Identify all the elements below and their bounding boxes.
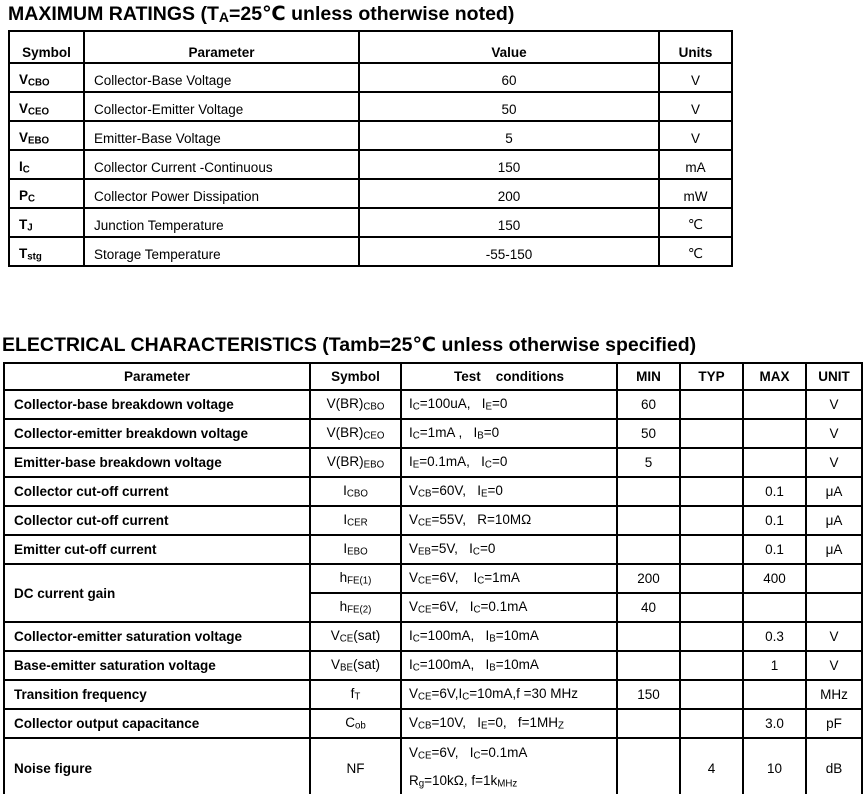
unit-cell: V bbox=[806, 448, 862, 477]
subscript-text: C bbox=[477, 575, 485, 587]
parameter-cell: Collector-emitter breakdown voltage bbox=[4, 419, 310, 448]
test-conditions-cell: VCE=6V,IC=10mA,f =30 MHz bbox=[401, 680, 617, 709]
units-cell: mW bbox=[659, 179, 732, 208]
electrical-column-header: MIN bbox=[617, 363, 680, 390]
symbol-cell: VEBO bbox=[9, 121, 84, 150]
unit-cell bbox=[806, 564, 862, 593]
typ-cell bbox=[680, 593, 743, 622]
unit-cell: V bbox=[806, 622, 862, 651]
test-conditions-cell: VCB=60V, IE=0 bbox=[401, 477, 617, 506]
parameter-cell: Emitter cut-off current bbox=[4, 535, 310, 564]
subscript-text: CB bbox=[418, 488, 432, 500]
electrical-row bbox=[4, 622, 862, 651]
value-cell: 200 bbox=[359, 179, 659, 208]
subscript-text: E bbox=[480, 488, 488, 500]
max-ratings-row bbox=[9, 92, 732, 121]
max-ratings-header-row bbox=[9, 31, 732, 63]
parameter-cell: Collector cut-off current bbox=[4, 477, 310, 506]
parameter-cell: Collector cut-off current bbox=[4, 506, 310, 535]
max-cell bbox=[743, 419, 806, 448]
typ-cell bbox=[680, 477, 743, 506]
unit-cell: V bbox=[806, 390, 862, 419]
min-cell bbox=[617, 506, 680, 535]
subscript-text: stg bbox=[27, 251, 42, 262]
units-cell: ℃ bbox=[659, 208, 732, 237]
subscript-text: CE bbox=[418, 750, 432, 762]
test-conditions-cell: IC=100mA, IB=10mA bbox=[401, 651, 617, 680]
electrical-column-header: UNIT bbox=[806, 363, 862, 390]
subscript-text: C bbox=[412, 430, 420, 442]
symbol-cell: VCE(sat) bbox=[310, 622, 401, 651]
units-cell: ℃ bbox=[659, 237, 732, 266]
parameter-cell: Noise figure bbox=[4, 738, 310, 794]
subscript-text: FE(2) bbox=[347, 604, 372, 616]
test-conditions-cell: VCE=6V, IC=1mA bbox=[401, 564, 617, 593]
unit-cell: μA bbox=[806, 506, 862, 535]
max-ratings-row bbox=[9, 121, 732, 150]
electrical-characteristics-title: ELECTRICAL CHARACTERISTICS (Tamb=25℃ unless otherwise specified) bbox=[2, 334, 697, 356]
symbol-cell: hFE(1) bbox=[310, 564, 401, 593]
subscript-text: ob bbox=[354, 720, 366, 732]
parameter-cell: Collector Current -Continuous bbox=[84, 150, 359, 179]
subscript-text: EBO bbox=[28, 135, 50, 146]
max-ratings-row bbox=[9, 208, 732, 237]
subscript-text: C bbox=[472, 546, 480, 558]
symbol-cell: ICER bbox=[310, 506, 401, 535]
electrical-column-header: TYP bbox=[680, 363, 743, 390]
value-cell: 50 bbox=[359, 92, 659, 121]
subscript-text: C bbox=[412, 401, 420, 413]
typ-cell bbox=[680, 651, 743, 680]
symbol-cell: Cob bbox=[310, 709, 401, 738]
electrical-column-header: Symbol bbox=[310, 363, 401, 390]
max-ratings-column-header: Units bbox=[659, 31, 732, 63]
subscript-text: CBO bbox=[28, 77, 50, 88]
max-cell bbox=[743, 593, 806, 622]
min-cell: 60 bbox=[617, 390, 680, 419]
subscript-text: EBO bbox=[347, 546, 368, 558]
subscript-text: E bbox=[480, 720, 488, 732]
max-ratings-column-header: Value bbox=[359, 31, 659, 63]
symbol-cell: VBE(sat) bbox=[310, 651, 401, 680]
units-cell: V bbox=[659, 121, 732, 150]
parameter-cell: DC current gain bbox=[4, 564, 310, 622]
typ-cell bbox=[680, 680, 743, 709]
parameter-cell: Junction Temperature bbox=[84, 208, 359, 237]
test-conditions-cell: IE=0.1mA, IC=0 bbox=[401, 448, 617, 477]
test-conditions-cell: IC=100mA, IB=10mA bbox=[401, 622, 617, 651]
typ-cell bbox=[680, 419, 743, 448]
electrical-row bbox=[4, 506, 862, 535]
test-conditions-cell: IC=1mA , IB=0 bbox=[401, 419, 617, 448]
unit-cell: V bbox=[806, 419, 862, 448]
max-ratings-column-header: Parameter bbox=[84, 31, 359, 63]
units-cell: V bbox=[659, 63, 732, 92]
subscript-text: BE bbox=[340, 662, 353, 674]
subscript-text: CEO bbox=[28, 106, 50, 117]
electrical-row bbox=[4, 564, 862, 593]
symbol-cell: V(BR)CEO bbox=[310, 419, 401, 448]
parameter-cell: Emitter-base breakdown voltage bbox=[4, 448, 310, 477]
typ-cell bbox=[680, 506, 743, 535]
min-cell bbox=[617, 738, 680, 794]
max-cell bbox=[743, 390, 806, 419]
subscript-text: C bbox=[412, 633, 420, 645]
typ-cell bbox=[680, 564, 743, 593]
subscript-text: g bbox=[418, 778, 425, 790]
typ-cell bbox=[680, 448, 743, 477]
parameter-cell: Collector-emitter saturation voltage bbox=[4, 622, 310, 651]
value-cell: 150 bbox=[359, 208, 659, 237]
unit-cell: μA bbox=[806, 535, 862, 564]
max-cell: 400 bbox=[743, 564, 806, 593]
max-cell: 10 bbox=[743, 738, 806, 794]
parameter-cell: Collector-Base Voltage bbox=[84, 63, 359, 92]
max-cell: 0.3 bbox=[743, 622, 806, 651]
symbol-cell: IEBO bbox=[310, 535, 401, 564]
symbol-cell: V(BR)CBO bbox=[310, 390, 401, 419]
parameter-cell: Collector Power Dissipation bbox=[84, 179, 359, 208]
parameter-cell: Storage Temperature bbox=[84, 237, 359, 266]
unit-cell: MHz bbox=[806, 680, 862, 709]
typ-cell: 4 bbox=[680, 738, 743, 794]
subscript-text: Z bbox=[557, 720, 564, 732]
max-cell bbox=[743, 448, 806, 477]
subscript-text: CE bbox=[418, 691, 432, 703]
max-ratings-row bbox=[9, 237, 732, 266]
subscript-text: CE bbox=[418, 604, 432, 616]
min-cell: 40 bbox=[617, 593, 680, 622]
value-cell: 60 bbox=[359, 63, 659, 92]
unit-cell bbox=[806, 593, 862, 622]
max-ratings-column-header: Symbol bbox=[9, 31, 84, 63]
electrical-row bbox=[4, 680, 862, 709]
subscript-text: FE(1) bbox=[347, 575, 372, 587]
units-cell: mA bbox=[659, 150, 732, 179]
subscript-text: MHz bbox=[497, 778, 518, 790]
subscript-text: B bbox=[489, 633, 496, 645]
subscript-text: CEO bbox=[363, 430, 385, 442]
max-ratings-row bbox=[9, 63, 732, 92]
symbol-cell: ICBO bbox=[310, 477, 401, 506]
parameter-cell: Base-emitter saturation voltage bbox=[4, 651, 310, 680]
max-cell: 0.1 bbox=[743, 535, 806, 564]
subscript-text: C bbox=[484, 459, 492, 471]
value-cell: 5 bbox=[359, 121, 659, 150]
symbol-cell: V(BR)EBO bbox=[310, 448, 401, 477]
subscript-text: EBO bbox=[363, 459, 385, 471]
unit-cell: pF bbox=[806, 709, 862, 738]
value-cell: 150 bbox=[359, 150, 659, 179]
max-cell bbox=[743, 680, 806, 709]
min-cell bbox=[617, 622, 680, 651]
subscript-text: EB bbox=[418, 546, 431, 558]
units-cell: V bbox=[659, 92, 732, 121]
test-conditions-cell: VCB=10V, IE=0, f=1MHZ bbox=[401, 709, 617, 738]
parameter-cell: Collector-base breakdown voltage bbox=[4, 390, 310, 419]
min-cell: 5 bbox=[617, 448, 680, 477]
min-cell: 50 bbox=[617, 419, 680, 448]
subscript-text: CE bbox=[418, 517, 432, 529]
electrical-row bbox=[4, 709, 862, 738]
subscript-text: C bbox=[22, 164, 30, 175]
min-cell bbox=[617, 709, 680, 738]
subscript-text: CE bbox=[339, 633, 354, 645]
subscript-text: B bbox=[489, 662, 496, 674]
subscript-text: C bbox=[412, 662, 420, 674]
typ-cell bbox=[680, 390, 743, 419]
symbol-cell: Tstg bbox=[9, 237, 84, 266]
parameter-cell: Transition frequency bbox=[4, 680, 310, 709]
electrical-row bbox=[4, 419, 862, 448]
unit-cell: μA bbox=[806, 477, 862, 506]
max-cell: 0.1 bbox=[743, 506, 806, 535]
electrical-column-header: Parameter bbox=[4, 363, 310, 390]
min-cell bbox=[617, 477, 680, 506]
symbol-cell: IC bbox=[9, 150, 84, 179]
electrical-row bbox=[4, 738, 862, 794]
typ-cell bbox=[680, 535, 743, 564]
subscript-text: CBO bbox=[363, 401, 385, 413]
subscript-text: B bbox=[477, 430, 484, 442]
electrical-characteristics-table bbox=[3, 362, 863, 794]
max-cell: 0.1 bbox=[743, 477, 806, 506]
min-cell: 200 bbox=[617, 564, 680, 593]
parameter-cell: Collector output capacitance bbox=[4, 709, 310, 738]
typ-cell bbox=[680, 622, 743, 651]
subscript-text: C bbox=[473, 604, 481, 616]
subscript-text: CER bbox=[347, 517, 368, 529]
min-cell bbox=[617, 535, 680, 564]
unit-cell: V bbox=[806, 651, 862, 680]
subscript-text: A bbox=[218, 9, 230, 26]
test-conditions-cell: VEB=5V, IC=0 bbox=[401, 535, 617, 564]
typ-cell bbox=[680, 709, 743, 738]
subscript-text: C bbox=[473, 750, 481, 762]
subscript-text: CBO bbox=[346, 488, 368, 500]
electrical-row bbox=[4, 390, 862, 419]
max-ratings-table bbox=[8, 30, 733, 267]
subscript-text: C bbox=[28, 193, 36, 204]
symbol-cell: VCBO bbox=[9, 63, 84, 92]
unit-cell: dB bbox=[806, 738, 862, 794]
symbol-cell: fT bbox=[310, 680, 401, 709]
min-cell: 150 bbox=[617, 680, 680, 709]
electrical-column-header: MAX bbox=[743, 363, 806, 390]
symbol-cell: TJ bbox=[9, 208, 84, 237]
max-ratings-row bbox=[9, 179, 732, 208]
symbol-cell: VCEO bbox=[9, 92, 84, 121]
electrical-row bbox=[4, 535, 862, 564]
electrical-column-header: Test conditions bbox=[401, 363, 617, 390]
subscript-text: C bbox=[462, 691, 470, 703]
max-cell: 1 bbox=[743, 651, 806, 680]
symbol-cell: NF bbox=[310, 738, 401, 794]
max-cell: 3.0 bbox=[743, 709, 806, 738]
symbol-cell: PC bbox=[9, 179, 84, 208]
max-ratings-row bbox=[9, 150, 732, 179]
test-conditions-cell: IC=100uA, IE=0 bbox=[401, 390, 617, 419]
electrical-row bbox=[4, 448, 862, 477]
electrical-row bbox=[4, 651, 862, 680]
symbol-cell: hFE(2) bbox=[310, 593, 401, 622]
value-cell: -55-150 bbox=[359, 237, 659, 266]
subscript-text: E bbox=[412, 459, 420, 471]
subscript-text: T bbox=[354, 691, 361, 703]
electrical-header-row bbox=[4, 363, 862, 390]
subscript-text: CE bbox=[418, 575, 432, 587]
subscript-text: CB bbox=[418, 720, 432, 732]
test-conditions-cell: VCE=6V, IC=0.1mA bbox=[401, 593, 617, 622]
test-conditions-cell: VCE=6V, IC=0.1mA Rg=10kΩ, f=1kMHz bbox=[401, 738, 617, 794]
parameter-cell: Emitter-Base Voltage bbox=[84, 121, 359, 150]
min-cell bbox=[617, 651, 680, 680]
subscript-text: J bbox=[27, 222, 33, 233]
parameter-cell: Collector-Emitter Voltage bbox=[84, 92, 359, 121]
max-ratings-title: MAXIMUM RATINGS (TA=25℃ unless otherwise noted) bbox=[8, 3, 515, 26]
electrical-row bbox=[4, 477, 862, 506]
subscript-text: E bbox=[485, 401, 492, 413]
test-conditions-cell: VCE=55V, R=10MΩ bbox=[401, 506, 617, 535]
